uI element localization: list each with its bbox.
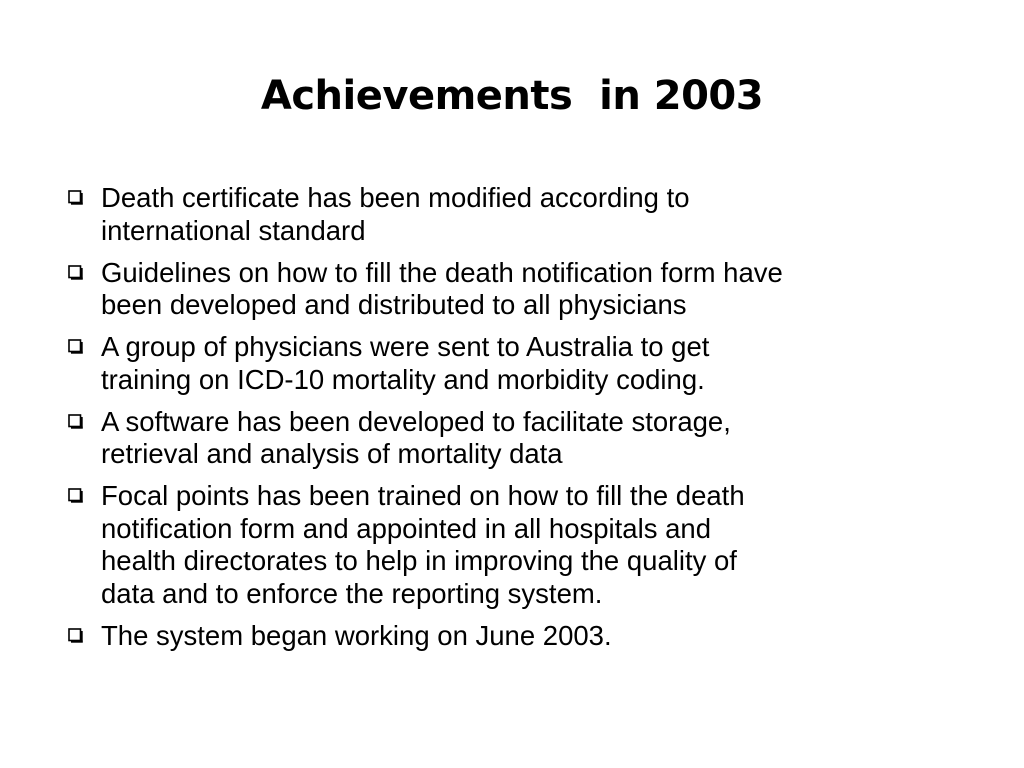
- bullet-text-line: retrieval and analysis of mortality data: [101, 438, 563, 469]
- bullet-text-line: A group of physicians were sent to Australia to get: [101, 331, 710, 362]
- checkbox-bullet-icon: [68, 265, 83, 280]
- bullet-item: [63, 331, 963, 396]
- bullet-text-line: Guidelines on how to fill the death notification form have: [101, 256, 783, 288]
- bullet-item: [63, 406, 963, 471]
- bullet-item: [63, 480, 963, 610]
- bullet-text-line: training on ICD-10 mortality and morbidity coding.: [101, 363, 705, 395]
- checkbox-bullet-icon: [68, 339, 83, 354]
- bullet-text-line: A software has been developed to facilitate storage,: [101, 405, 731, 437]
- slide-title: Achievements in 2003: [260, 73, 764, 119]
- bullet-item: [63, 257, 963, 322]
- bullet-list: [63, 182, 963, 662]
- checkbox-bullet-icon: [68, 488, 83, 503]
- bullet-text-line: Death certificate has been modified according to: [101, 182, 690, 213]
- bullet-text-line: data and to enforce the reporting system.: [101, 577, 603, 609]
- bullet-text-line: Focal points has been trained on how to fill the death: [101, 480, 745, 511]
- bullet-item: [63, 182, 963, 247]
- bullet-text-line: international standard: [101, 214, 366, 246]
- checkbox-bullet-icon: [68, 190, 83, 205]
- bullet-text-line: notification form and appointed in all hospitals and: [101, 512, 711, 544]
- bullet-text-line: health directorates to help in improving the quality of: [101, 545, 737, 576]
- bullet-text-line: been developed and distributed to all physicians: [101, 289, 687, 320]
- checkbox-bullet-icon: [68, 628, 83, 643]
- checkbox-bullet-icon: [68, 414, 83, 429]
- bullet-text-line: The system began working on June 2003.: [101, 619, 612, 651]
- bullet-item: [63, 620, 963, 653]
